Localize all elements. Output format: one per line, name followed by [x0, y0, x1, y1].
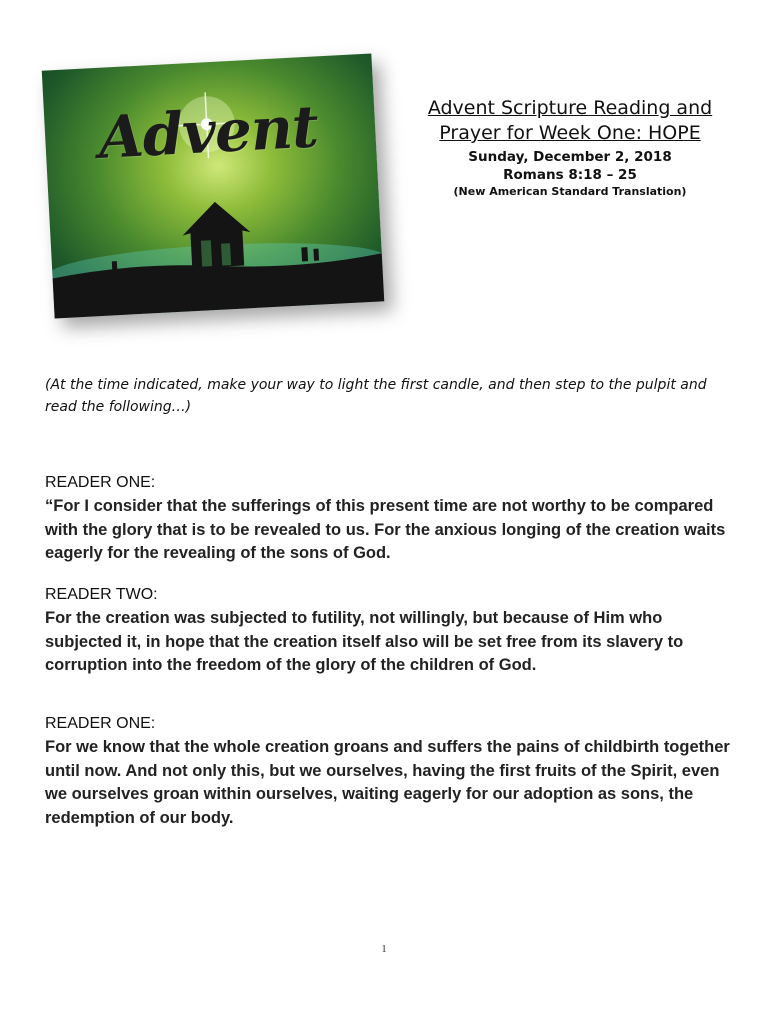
reader-text: For the creation was subjected to futility, not willingly, but because of Him who subjected it, in hope that the creation itself also will be set free from its slavery to corruption into the freedom of the glory of the children of God.: [45, 609, 684, 674]
title-line-1: Advent Scripture Reading and: [427, 97, 713, 119]
translation-note: (New American Standard Translation): [453, 185, 687, 198]
reader-text: “For I consider that the sufferings of this present time are not worthy to be compared with the glory that is to be revealed to us. For the anxious longing of the creation waits eagerly for the revealing of the sons of God.: [45, 497, 726, 562]
reader-label: READER TWO:: [45, 586, 158, 603]
wise-man-right-2: [313, 249, 319, 261]
figure-mary: [201, 240, 212, 266]
reading-2: [45, 585, 735, 678]
advent-nativity-image: [42, 54, 385, 319]
title-line-2: Prayer for Week One: HOPE: [439, 122, 701, 144]
reader-label: READER ONE:: [45, 715, 156, 732]
page-number: 1: [381, 943, 387, 955]
advent-script-word: Advent: [96, 92, 320, 172]
wise-man-right: [301, 247, 308, 261]
instruction-text: (At the time indicated, make your way to light the first candle, and then step to the pulpit and read the following…): [45, 377, 707, 415]
header-block: [415, 96, 725, 200]
figure-joseph: [221, 243, 231, 265]
reader-text: For we know that the whole creation groans and suffers the pains of childbirth together until now. And not only this, but we ourselves, having the first fruits of the Spirit, even we ourselves groan within ourselves, waiting eagerly for our adoption as sons, the redemption of our body.: [45, 738, 730, 827]
scripture-reference: Romans 8:18 – 25: [503, 167, 637, 183]
shepherd-left: [112, 261, 118, 273]
reading-3: [45, 714, 735, 830]
reader-label: READER ONE:: [45, 474, 156, 491]
reading-1: [45, 473, 735, 566]
service-date: Sunday, December 2, 2018: [468, 149, 672, 165]
